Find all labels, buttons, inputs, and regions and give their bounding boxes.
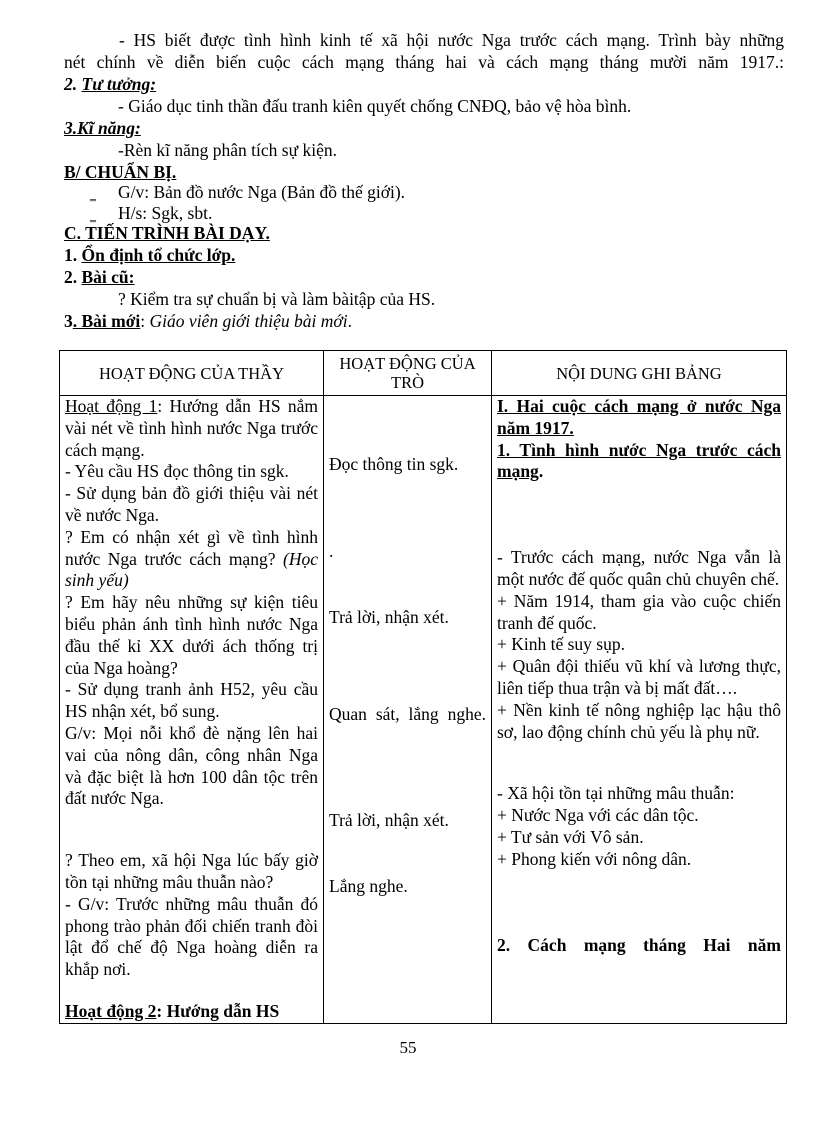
content-heading-2: 2. Cách mạng tháng Hai năm <box>497 934 781 955</box>
teacher-p4-text: ? Em có nhận xét gì về tình hình nước Nga trước cách mạng? <box>65 526 318 569</box>
teacher-p2: - Yêu cầu HS đọc thông tin sgk. <box>65 461 289 482</box>
content-c5: + Nền kinh tế nông nghiệp lạc hậu thô sơ, lao động chính chủ yếu là phụ nữ. <box>497 699 781 742</box>
teacher-p4 <box>65 527 318 592</box>
teacher-p5: ? Em hãy nêu những sự kiện tiêu biểu phản ánh tình hình nước Nga đầu thế kỉ XX dưới ách thống trị của Nga hoàng? <box>65 592 318 678</box>
section-2 <box>64 266 135 288</box>
section-2-number: 2. <box>64 267 78 287</box>
kinang-text: -Rèn kĩ năng phân tích sự kiện. <box>118 140 337 160</box>
student-a4 <box>329 704 486 726</box>
hd2-label: Hoạt động 2 <box>65 1000 157 1021</box>
header-content: NỘI DUNG GHI BẢNG <box>492 351 787 396</box>
teacher-p6: - Sử dụng tranh ảnh H52, yêu cầu HS nhận xét, bổ sung. <box>65 679 318 722</box>
content-heading-1-1-end: . <box>538 461 544 482</box>
section-1 <box>64 244 235 266</box>
teacher-p8: ? Theo em, xã hội Nga lúc bấy giờ tồn tại những mâu thuẫn nào? <box>65 850 318 892</box>
content-column <box>492 396 787 1024</box>
tutuong-title: Tư tưởng: <box>81 74 157 94</box>
section-3-end: . <box>347 311 352 331</box>
table-header-row <box>60 351 787 396</box>
content-c1: - Trước cách mạng, nước Nga vẫn là một nước đế quốc quân chủ chuyên chế. <box>497 547 781 589</box>
content-c4: + Quân đội thiếu vũ khí và lương thực, liên tiếp thua trận và bị mất đất…. <box>497 656 781 698</box>
tientrinh-heading: C. TIẾN TRÌNH BÀI DẠY. <box>64 223 270 243</box>
chuanbi-item-gv-text: G/v: Bản đồ nước Nga (Bản đồ thế giới). <box>118 182 406 202</box>
student-a3: Trả lời, nhận xét. <box>329 606 449 627</box>
chuanbi-heading: B/ CHUẨN BỊ. <box>64 162 177 182</box>
student-a4-text: Quan sát, lắng nghe. <box>329 704 486 725</box>
hd1-text: : Hướng dẫn HS nắm vài nét về tình hình nước Nga trước cách mạng. <box>65 396 318 460</box>
tutuong-number: 2. <box>64 74 78 94</box>
content-heading-1-1 <box>497 440 781 484</box>
bullet-dash: ‗ <box>90 207 96 222</box>
student-a2: . <box>329 540 334 561</box>
chuanbi-item-hs-text: H/s: Sgk, sbt. <box>118 203 213 223</box>
content-c9: + Phong kiến với nông dân. <box>497 848 692 869</box>
student-a6: Lắng nghe. <box>329 875 408 896</box>
hd2-text: : Hướng dẫn HS <box>156 1000 280 1021</box>
section-3-number: 3 <box>64 311 73 331</box>
content-c6: - Xã hội tồn tại những mâu thuẫn: <box>497 783 735 804</box>
section-3 <box>64 310 352 332</box>
lesson-table <box>59 350 787 1024</box>
section-3-text: Giáo viên giới thiệu bài mới <box>149 311 348 331</box>
teacher-hd1 <box>65 396 318 461</box>
content-c2: + Năm 1914, tham gia vào cuộc chiến tranh đế quốc. <box>497 590 781 633</box>
section-3-title: . Bài mới <box>72 311 141 331</box>
kinang-heading: 3.Kĩ năng: <box>64 118 141 138</box>
tutuong-heading <box>64 73 156 95</box>
teacher-p4-note: (Học sinh yếu) <box>65 548 319 591</box>
content-c8: + Tư sản với Vô sản. <box>497 826 644 847</box>
teacher-p7: G/v: Mọi nỗi khổ đè nặng lên hai vai của nông dân, công nhân Nga và đặc biệt là hơn 100 dân tộc trên đất nước Nga. <box>65 722 318 809</box>
student-a1: Đọc thông tin sgk. <box>329 454 459 474</box>
content-heading-1-1-text: 1. Tình hình nước Nga trước cách mạng <box>497 439 781 482</box>
section-2-title: Bài cũ: <box>81 267 135 287</box>
content-heading-1: I. Hai cuộc cách mạng ở nước Nga năm 1917. <box>497 396 781 438</box>
bullet-dash: ‗ <box>90 186 96 201</box>
header-student: HOẠT ĐỘNG CỦA TRÒ <box>324 351 492 396</box>
student-column <box>324 396 492 1024</box>
student-a5: Trả lời, nhận xét. <box>329 810 449 831</box>
hd1-label: Hoạt động 1 <box>65 396 158 416</box>
teacher-hd2 <box>65 1001 318 1023</box>
page-number: 55 <box>399 1038 417 1057</box>
teacher-p9: - G/v: Trước những mâu thuẫn đó phong trào phản đối chiến tranh đòi lật đổ chế độ Nga hoàng diễn ra khắp nơi. <box>65 893 318 980</box>
section-1-number: 1. <box>64 245 78 265</box>
content-c3: + Kinh tế suy sụp. <box>497 634 625 655</box>
section-3-colon: : <box>140 311 150 331</box>
teacher-column <box>60 396 324 1024</box>
section-1-title: Ổn định tổ chức lớp. <box>81 245 236 265</box>
teacher-p3: - Sử dụng bản đồ giới thiệu vài nét về nước Nga. <box>65 483 318 525</box>
tutuong-text: - Giáo dục tinh thần đấu tranh kiên quyết chống CNĐQ, bảo vệ hòa bình. <box>118 96 632 116</box>
section-2-text: ? Kiểm tra sự chuẩn bị và làm bàitập của HS. <box>118 289 436 309</box>
content-c7: + Nước Nga với các dân tộc. <box>497 805 699 826</box>
header-teacher: HOẠT ĐỘNG CỦA THẦY <box>60 351 324 396</box>
objective-line-2: nét chính về diễn biến cuộc cách mạng tháng hai và cách mạng tháng mười năm 1917.: <box>64 52 784 72</box>
table-body-row <box>60 396 787 1024</box>
objective-line-1: - HS biết được tình hình kinh tế xã hội nước Nga trước cách mạng. Trình bày những <box>119 30 784 50</box>
